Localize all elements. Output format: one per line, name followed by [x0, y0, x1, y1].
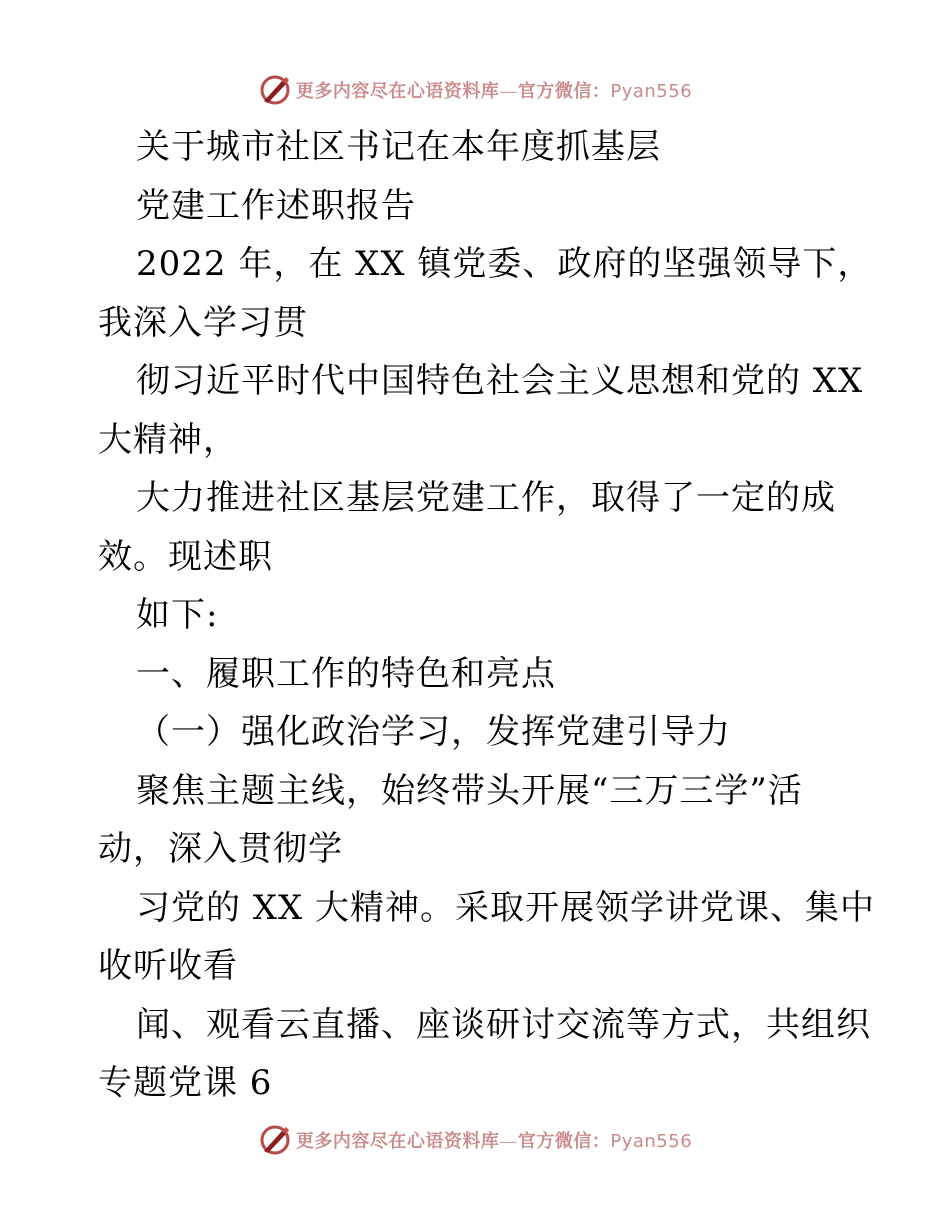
- document-line: 一、履职工作的特色和亮点: [136, 653, 556, 694]
- banner-dash: —: [499, 1131, 518, 1152]
- document-line: 彻习近平时代中国特色社会主义思想和党的 XX: [136, 361, 864, 401]
- document-body: [98, 118, 876, 1113]
- pen-logo-icon: [258, 1123, 292, 1157]
- banner-wechat-id: Pyan556: [610, 81, 693, 102]
- document-line: 党建工作述职报告: [136, 185, 416, 226]
- document-line: 闻、观看云直播、座谈研讨交流等方式，共组织: [136, 1004, 871, 1045]
- document-line: 2022 年，在 XX 镇党委、政府的坚强领导下，: [136, 244, 873, 284]
- footer-banner: [0, 1120, 950, 1160]
- banner-text: [296, 1127, 692, 1153]
- document-line: 大力推进社区基层党建工作，取得了一定的成: [136, 478, 836, 518]
- banner-label: 官方微信：: [517, 1131, 611, 1152]
- banner-dash: —: [499, 81, 518, 102]
- banner-label: 官方微信：: [517, 81, 611, 102]
- document-line: 收听收看: [98, 946, 238, 986]
- pen-logo-icon: [258, 73, 292, 107]
- banner-wechat-id: Pyan556: [610, 1131, 693, 1152]
- banner-text: [296, 77, 692, 103]
- document-line: 大精神，: [98, 419, 238, 460]
- document-line: 我深入学习贯: [98, 302, 308, 343]
- document-line: 专题党课 6: [98, 1063, 273, 1103]
- banner-brand: 更多内容尽在心语资料库: [295, 1131, 500, 1152]
- document-line: 效。现述职: [98, 536, 273, 577]
- document-line: 关于城市社区书记在本年度抓基层: [136, 127, 661, 167]
- banner-brand: 更多内容尽在心语资料库: [295, 81, 500, 102]
- document-line: 动，深入贯彻学: [98, 829, 343, 869]
- document-line: 如下:: [136, 595, 219, 635]
- document-line: （一）强化政治学习，发挥党建引导力: [136, 712, 731, 752]
- header-banner: [0, 70, 950, 110]
- document-line: 聚焦主题主线，始终带头开展“三万三学”活: [136, 770, 803, 811]
- document-line: 习党的 XX 大精神。采取开展领学讲党课、集中: [136, 887, 876, 928]
